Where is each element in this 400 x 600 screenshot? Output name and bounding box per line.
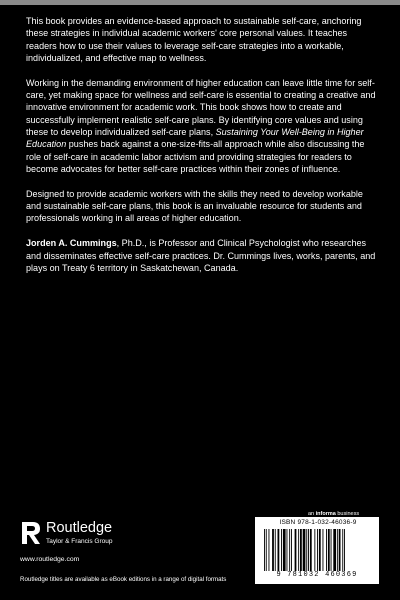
book-title-italic: Sustaining Your Well-Being in Higher Education	[26, 126, 364, 150]
barcode-bar	[344, 529, 345, 571]
barcode-bar	[295, 529, 297, 571]
author-bio	[26, 237, 380, 274]
barcode-bar	[339, 529, 341, 571]
barcode-bar	[266, 529, 267, 571]
publisher-name: Routledge	[46, 520, 113, 536]
barcode-bar	[306, 529, 307, 571]
barcode-bar	[314, 529, 315, 571]
barcode-bar	[328, 529, 330, 571]
description-paragraph-2	[26, 77, 380, 175]
barcode-bar	[281, 529, 282, 571]
barcode-panel	[255, 517, 379, 584]
informa-suffix: business	[335, 511, 360, 517]
publisher-group: Taylor & Francis Group	[46, 538, 113, 545]
barcode-bar	[289, 529, 290, 571]
barcode-bar	[269, 529, 270, 571]
author-bio-text: , Ph.D., is Professor and Clinical Psychologist who researches and disseminates effective self-care practices. Dr. Cummings lives, works, parents, and plays on Treaty 6 territory in Saskatchewan, Canada.	[26, 238, 376, 273]
informa-brand: informa	[315, 511, 336, 517]
barcode-bar	[264, 529, 265, 571]
barcode-bar	[272, 529, 274, 571]
barcode-icon	[264, 529, 370, 571]
barcode-bar	[337, 529, 338, 571]
informa-prefix: an	[308, 511, 316, 517]
barcode-number: 9 781032 460369	[276, 571, 358, 579]
barcode-bar	[319, 529, 321, 571]
publisher-url: www.routledge.com	[20, 556, 80, 563]
barcode-bar	[275, 529, 276, 571]
routledge-logo-icon	[20, 520, 42, 546]
description-paragraph-2-text-a: Working in the demanding environment of higher education can leave little time for self-care, yet making space for wellness and self-care is essential to creating a creative and innovative environment for academic work. This book shows how to create and successfully implement realistic self-care plans. By identifying core values and using these to develop individualized self-care plans,	[26, 77, 376, 137]
author-name: Jorden A. Cummings	[26, 238, 117, 249]
top-strip	[0, 0, 400, 5]
barcode-bar	[342, 529, 343, 571]
barcode-bar	[291, 529, 292, 571]
barcode-bar	[308, 529, 309, 571]
barcode-bar	[323, 529, 324, 571]
barcode-bar	[287, 529, 288, 571]
barcode-bar	[300, 529, 302, 571]
barcode-bar	[331, 529, 332, 571]
back-cover-text	[26, 15, 380, 287]
isbn-label: ISBN 978-1-032-46036-9	[279, 519, 357, 526]
barcode-bar	[278, 529, 280, 571]
description-paragraph-1: This book provides an evidence-based approach to sustainable self-care, anchoring these strategies in individual academic workers' core personal values. It teaches readers how to use their values to leverage self-care strategies into a workable, individualized, and effective map to wellness.	[26, 16, 362, 63]
barcode-bar	[333, 529, 336, 571]
ebook-note: Routledge titles are available as eBook editions in a range of digital formats	[20, 576, 227, 583]
barcode-bar	[317, 529, 318, 571]
barcode-bar	[310, 529, 312, 571]
description-paragraph-3: Designed to provide academic workers with the skills they need to develop workable and sustainable self-care plans, this book is an invaluable resource for students and professionals working in all areas of higher education.	[26, 188, 363, 224]
barcode-bar	[326, 529, 327, 571]
publisher-logo	[20, 520, 150, 560]
barcode-bar	[283, 529, 286, 571]
description-paragraph-2-text-b: pushes back against a one-size-fits-all approach while also discussing the role of self-care in academic labor activism and providing strategies for readers to become advocates for better self-care practices within their zones of influence.	[26, 139, 365, 174]
barcode-bar	[298, 529, 299, 571]
barcode-bar	[303, 529, 306, 571]
